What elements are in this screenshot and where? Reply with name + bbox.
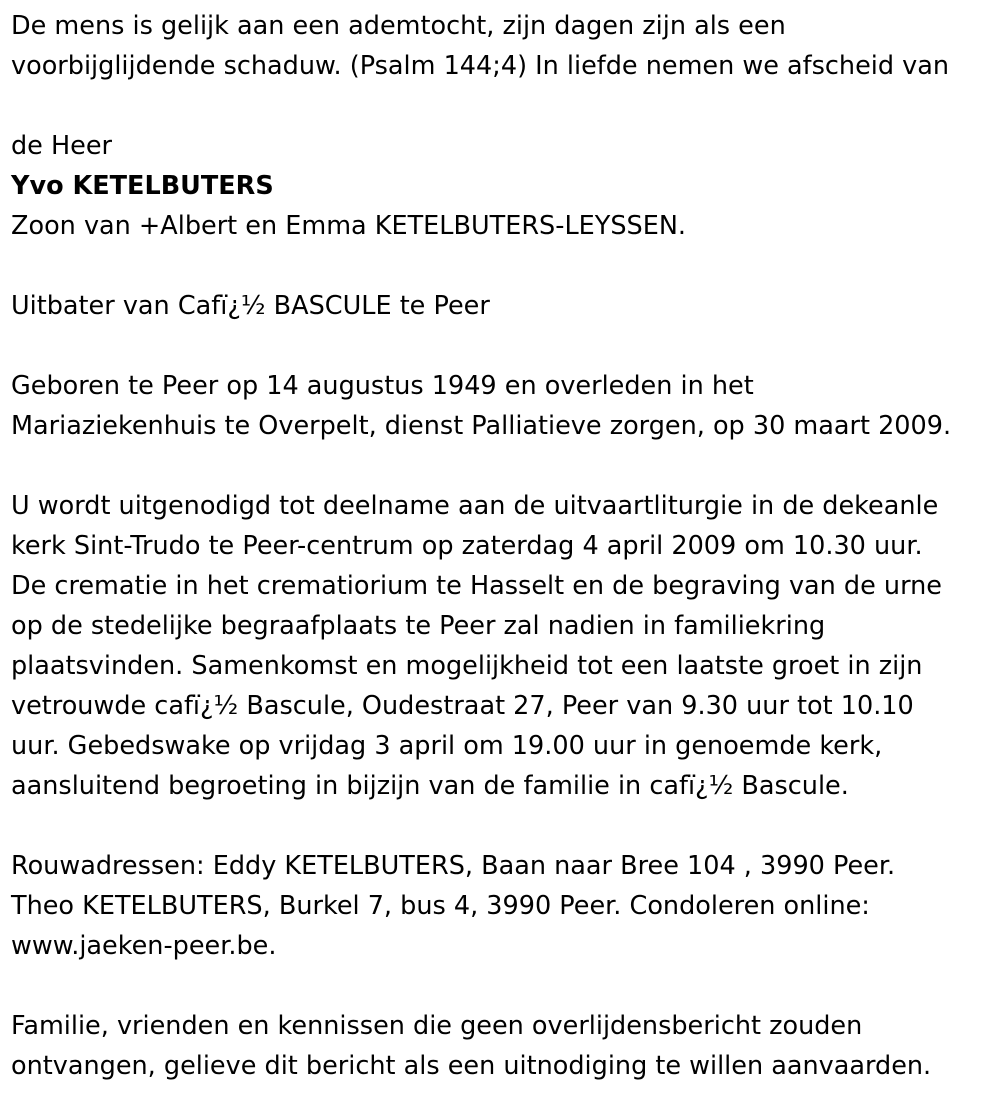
text-line: Mariaziekenhuis te Overpelt, dienst Palliatieve zorgen, op 30 maart 2009.	[11, 411, 952, 441]
text-line: kerk Sint-Trudo te Peer-centrum op zaterdag 4 april 2009 om 10.30 uur.	[11, 531, 923, 561]
birth-death-paragraph	[11, 366, 996, 446]
text-line: aansluitend begroeting in bijzijn van de familie in cafï¿½ Bascule.	[11, 771, 849, 801]
text-line: Familie, vrienden en kennissen die geen overlijdensbericht zouden	[11, 1011, 863, 1041]
text-line: Geboren te Peer op 14 augustus 1949 en overleden in het	[11, 371, 754, 401]
paragraph-spacer	[11, 326, 996, 366]
salutation: de Heer	[11, 131, 113, 161]
text-line: vetrouwde cafï¿½ Bascule, Oudestraat 27, Peer van 9.30 uur tot 10.10	[11, 691, 914, 721]
obituary-document	[11, 6, 996, 1086]
website-text: www.jaeken-peer.be.	[11, 931, 277, 961]
text-line: U wordt uitgenodigd tot deelname aan de uitvaartliturgie in de dekeanle	[11, 491, 939, 521]
text-line: op de stedelijke begraafplaats te Peer zal nadien in familiekring	[11, 611, 826, 641]
paragraph-spacer	[11, 806, 996, 846]
paragraph-spacer	[11, 86, 996, 126]
parents-line: Zoon van +Albert en Emma KETELBUTERS-LEYSSEN.	[11, 211, 687, 241]
deceased-name: Yvo KETELBUTERS	[11, 171, 274, 201]
addresses-paragraph	[11, 846, 996, 966]
funeral-paragraph	[11, 486, 996, 806]
occupation-line: Uitbater van Cafï¿½ BASCULE te Peer	[11, 291, 490, 321]
text-line: voorbijglijdende schaduw. (Psalm 144;4) In liefde nemen we afscheid van	[11, 51, 950, 81]
text-line: Rouwadressen: Eddy KETELBUTERS, Baan naar Bree 104 , 3990 Peer.	[11, 851, 896, 881]
text-line: De mens is gelijk aan een ademtocht, zijn dagen zijn als een	[11, 11, 786, 41]
paragraph-spacer	[11, 966, 996, 1006]
closing-paragraph	[11, 1006, 996, 1086]
text-line: uur. Gebedswake op vrijdag 3 april om 19.00 uur in genoemde kerk,	[11, 731, 883, 761]
paragraph-spacer	[11, 446, 996, 486]
paragraph-spacer	[11, 246, 996, 286]
text-line: Theo KETELBUTERS, Burkel 7, bus 4, 3990 Peer. Condoleren online:	[11, 891, 870, 921]
intro-paragraph	[11, 6, 996, 86]
text-line: ontvangen, gelieve dit bericht als een uitnodiging te willen aanvaarden.	[11, 1051, 932, 1081]
text-line: De crematie in het crematiorium te Hasselt en de begraving van de urne	[11, 571, 942, 601]
text-line: plaatsvinden. Samenkomst en mogelijkheid tot een laatste groet in zijn	[11, 651, 923, 681]
